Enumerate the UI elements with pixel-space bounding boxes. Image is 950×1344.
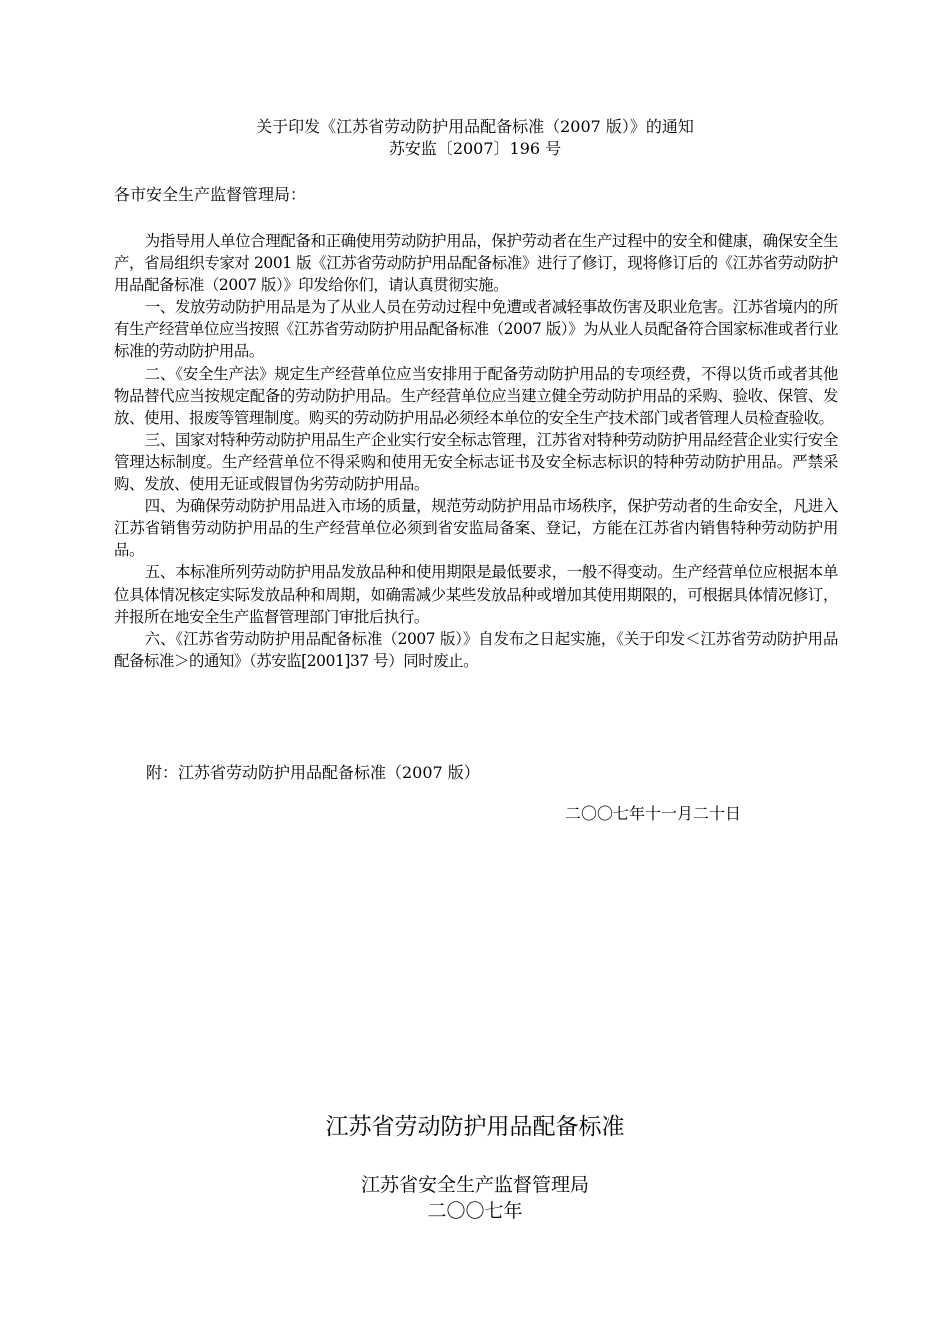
paragraph-6: 六、《江苏省劳动防护用品配备标准（2007 版）》自发布之日起实施，《关于印发＜江苏省劳动防护用品配备标准＞的通知》（苏安监[2001]37 号）同时废止。 bbox=[114, 629, 838, 670]
notice-title: 关于印发《江苏省劳动防护用品配备标准（2007 版）》的通知 bbox=[256, 117, 694, 136]
paragraph-2: 二、《安全生产法》规定生产经营单位应当安排用于配备劳动防护用品的专项经费，不得以货币或者其他物品替代应当按规定配备的劳动防护用品。生产经营单位应当建立健全劳动防护用品的采购、验收、保管、发放、使用、报废等管理制度。购买的劳动防护用品必须经本单位的安全生产技术部门或者管理人员检查验收。 bbox=[114, 364, 838, 427]
signature-date: 二〇〇七年十一月二十日 bbox=[565, 804, 742, 823]
paragraph-5: 五、本标准所列劳动防护用品发放品种和使用期限是最低要求，一般不得变动。生产经营单位应根据本单位具体情况核定实际发放品种和周期，如确需减少某些发放品种或增加其使用期限的，可根据具体情况修订，并报所在地安全生产监督管理部门审批后执行。 bbox=[114, 563, 838, 626]
paragraph-1: 一、发放劳动防护用品是为了从业人员在劳动过程中免遭或者减轻事故伤害及职业危害。江苏省境内的所有生产经营单位应当按照《江苏省劳动防护用品配备标准（2007 版）》为从业人员配备符合国家标准或者行业标准的劳动防护用品。 bbox=[114, 298, 838, 361]
paragraph-intro: 为指导用人单位合理配备和正确使用劳动防护用品，保护劳动者在生产过程中的安全和健康，确保安全生产，省局组织专家对 2001 版《江苏省劳动防护用品配备标准》进行了修订，现将修订后的《江苏省劳动防护用品配备标准（2007 版）》印发给你们，请认真贯彻实施。 bbox=[114, 232, 838, 295]
notice-body bbox=[114, 230, 838, 672]
standard-issuer: 江苏省安全生产监督管理局 bbox=[360, 1174, 589, 1196]
standard-year: 二〇〇七年 bbox=[427, 1200, 523, 1222]
salutation: 各市安全生产监督管理局： bbox=[114, 185, 307, 204]
document-number: 苏安监〔2007〕196 号 bbox=[388, 139, 562, 158]
paragraph-4: 四、为确保劳动防护用品进入市场的质量，规范劳动防护用品市场秩序，保护劳动者的生命安全，凡进入江苏省销售劳动防护用品的生产经营单位必须到省安监局备案、登记，方能在江苏省内销售特种劳动防护用品。 bbox=[114, 497, 838, 560]
standard-title: 江苏省劳动防护用品配备标准 bbox=[325, 1114, 625, 1140]
paragraph-3: 三、国家对特种劳动防护用品生产企业实行安全标志管理，江苏省对特种劳动防护用品经营企业实行安全管理达标制度。生产经营单位不得采购和使用无安全标志证书及安全标志标识的特种劳动防护用品。严禁采购、发放、使用无证或假冒伪劣劳动防护用品。 bbox=[114, 430, 838, 494]
attachment-note: 附：江苏省劳动防护用品配备标准（2007 版） bbox=[146, 763, 480, 782]
